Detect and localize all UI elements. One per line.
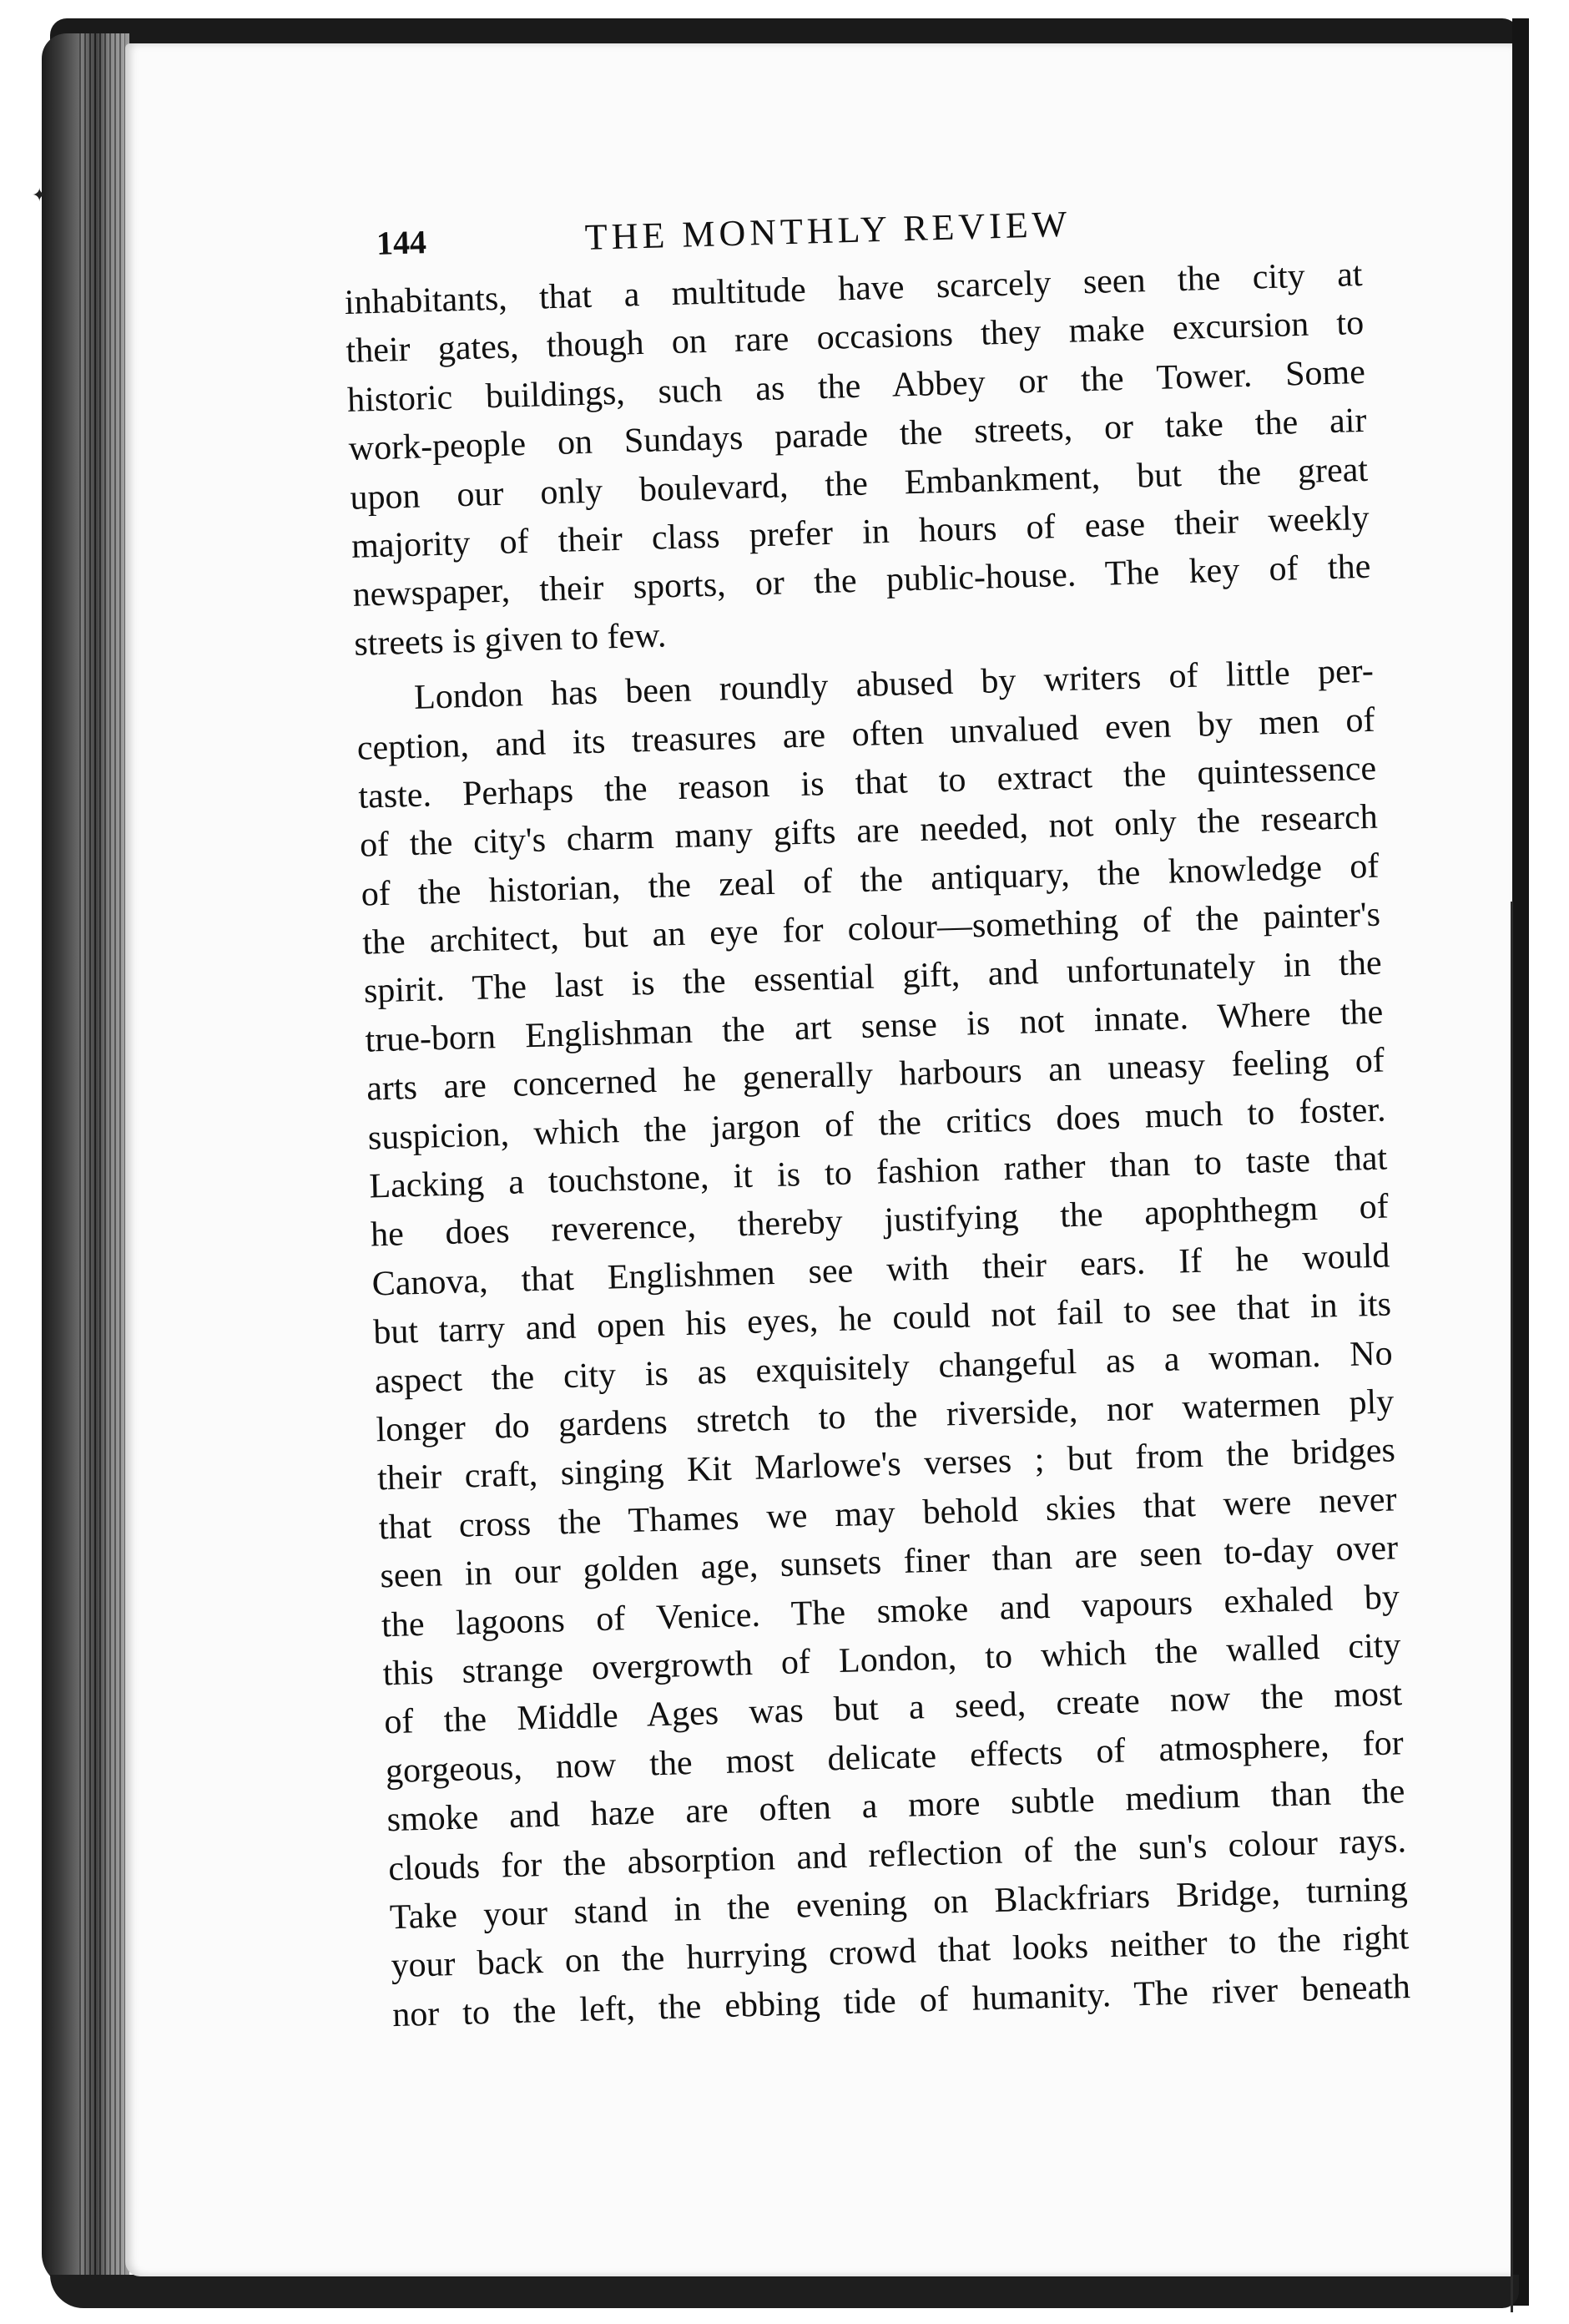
text-line: spirit. The last is the essential gift, and unfortunately in the — [363, 944, 1383, 1012]
text-line: of the Middle Ages was but a seed, create now the most — [383, 1675, 1403, 1742]
page-number: 144 — [376, 223, 427, 262]
margin-speck: ✦ — [32, 185, 48, 206]
text-line: their gates, though on rare occasions they make excursion to — [345, 304, 1365, 371]
text-line: seen in our golden age, sunsets finer than are seen to-day over — [379, 1528, 1399, 1596]
text-line: true-born Englishman the art sense is not innate. Where the — [364, 993, 1384, 1060]
text-line: London has been roundly abused by writers of little per- — [413, 651, 1375, 717]
text-line: Take your stand in the evening on Blackfriars Bridge, turning — [389, 1870, 1409, 1938]
text-line: nor to the left, the ebbing tide of humanity. The river beneath — [391, 1967, 1411, 2034]
text-line: of the city's charm many gifts are needed, not only the research — [359, 797, 1379, 865]
text-line: inhabitants, that a multitude have scarcely seen the city at — [344, 255, 1364, 322]
book-edge-bottom — [50, 2275, 1519, 2308]
text-line: aspect the city is as exquisitely changeful as a woman. No — [374, 1333, 1394, 1402]
text-line: taste. Perhaps the reason is that to extract the quintessence — [357, 749, 1377, 816]
text-line: longer do gardens stretch to the riverside, nor watermen ply — [376, 1382, 1395, 1450]
text-line: ception, and its treasures are often unvalued even by men of — [356, 700, 1375, 768]
page-edges — [79, 33, 125, 2287]
scan-margin-right — [1529, 0, 1569, 2324]
paragraph-1 — [344, 250, 1373, 669]
text-line: this strange overgrowth of London, to which the walled city — [382, 1626, 1401, 1694]
text-line: upon our only boulevard, the Embankment, but the great — [349, 450, 1369, 518]
text-line: your back on the hurrying crowd that looks neither to the right — [390, 1918, 1410, 1986]
paragraph-2 — [355, 647, 1410, 2039]
text-line: Canova, that Englishmen see with their ears. If he would — [371, 1236, 1390, 1304]
next-page-edge — [1511, 902, 1513, 2312]
text-line: Lacking a touchstone, it is to fashion rather than to taste that — [368, 1139, 1388, 1206]
text-line: gorgeous, now the most delicate effects of atmosphere, for — [385, 1723, 1405, 1791]
text-line: their craft, singing Kit Marlowe's verses ; but from the bridges — [376, 1431, 1396, 1498]
text-line: the lagoons of Venice. The smoke and vapours exhaled by — [381, 1577, 1400, 1644]
page-text — [342, 187, 1411, 2039]
text-line: smoke and haze are often a more subtle medium than the — [386, 1772, 1405, 1840]
text-line: majority of their class prefer in hours of ease their weekly — [351, 498, 1370, 566]
body-text — [344, 250, 1410, 2039]
text-line: he does reverence, thereby justifying the apophthegm of — [370, 1187, 1390, 1255]
book-edge-top — [50, 18, 1519, 47]
text-line: streets is given to few. — [353, 616, 667, 664]
text-line: arts are concerned he generally harbours an uneasy feeling of — [366, 1041, 1385, 1109]
book-edge-right — [1512, 18, 1529, 2306]
text-line: the architect, but an eye for colour—something of the painter's — [361, 895, 1381, 962]
text-line: historic buildings, such as the Abbey or the Tower. Some — [346, 352, 1366, 420]
text-line: suspicion, which the jargon of the critics does much to foster. — [367, 1090, 1387, 1158]
running-title: THE MONTHLY REVIEW — [584, 203, 1072, 258]
text-line: but tarry and open his eyes, he could not fail to see that in its — [372, 1285, 1392, 1352]
text-line: work-people on Sundays parade the streets, or take the air — [348, 402, 1367, 469]
text-line: clouds for the absorption and reflection of the sun's colour rays. — [387, 1821, 1407, 1888]
text-line: that cross the Thames we may behold skies that were never — [378, 1480, 1398, 1548]
text-line: of the historian, the zeal of the antiquary, the knowledge of — [361, 846, 1380, 914]
text-line: newspaper, their sports, or the public-house. The key of the — [352, 548, 1371, 615]
